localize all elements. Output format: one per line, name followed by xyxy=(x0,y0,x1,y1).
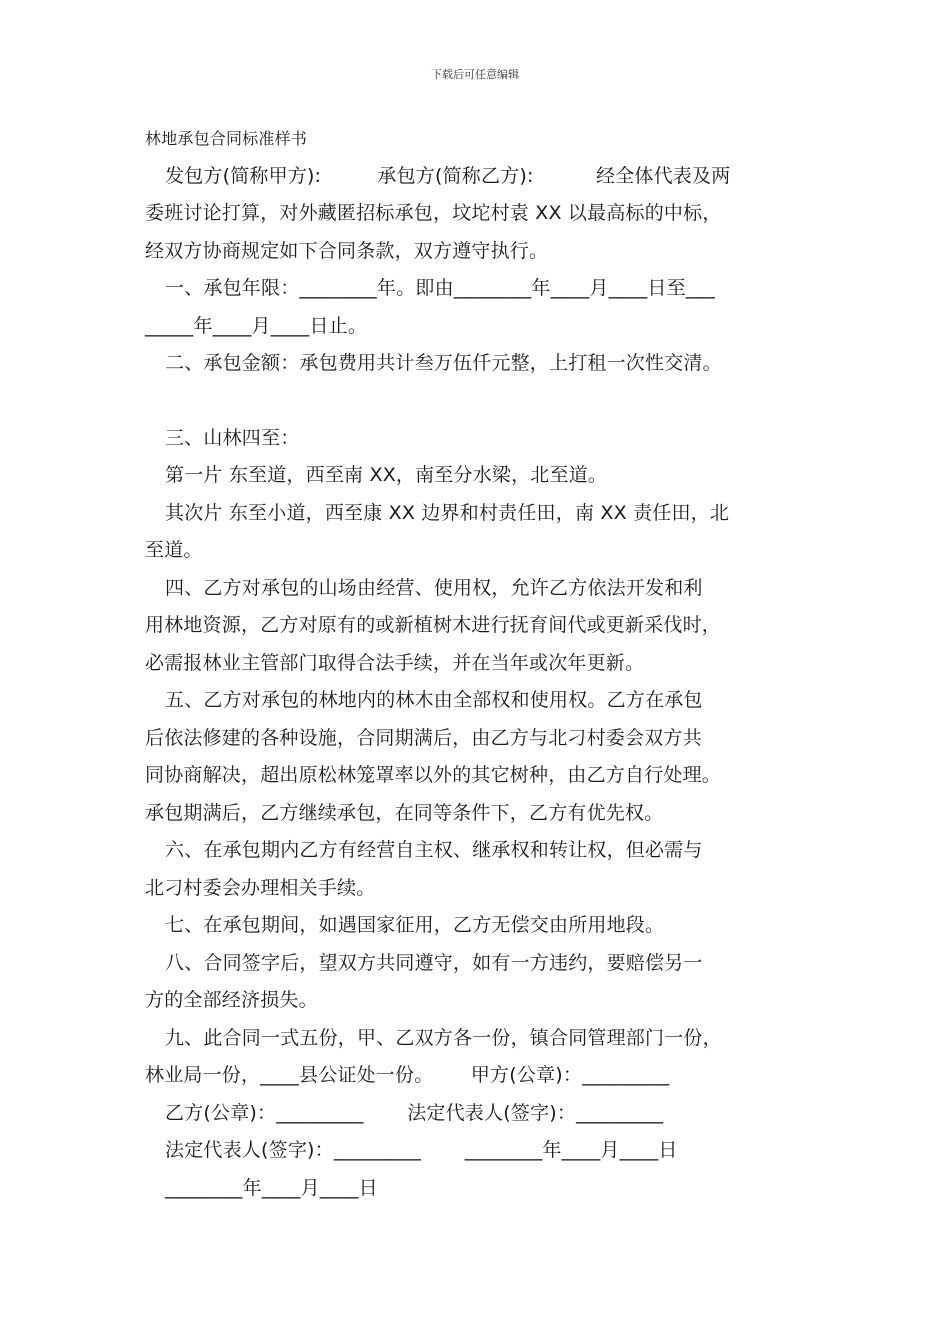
clause-1-line: 一、承包年限：________年。即由________年____月____日至___ xyxy=(165,277,715,299)
clause-5-line: 五、乙方对承包的林地内的林木由全部权和使用权。乙方在承包 xyxy=(165,689,703,711)
document-title: 林地承包合同标准样书 xyxy=(145,129,308,148)
blank-line xyxy=(145,383,835,420)
paragraph-line: 委班讨论打算，对外藏匿招标承包，坟坨村袁 XX 以最高标的中标， xyxy=(145,202,722,224)
contract-body xyxy=(145,120,835,1207)
clause-3-line: 至道。 xyxy=(145,539,203,561)
clause-2-line: 二、承包金额：承包费用共计叁万伍仟元整，上打租一次性交清。 xyxy=(165,352,722,374)
clause-3-line: 第一片 东至道，西至南 XX，南至分水梁，北至道。 xyxy=(165,464,608,486)
clause-4-line: 用林地资源，乙方对原有的或新植树木进行抚育间代或更新采伐时， xyxy=(145,614,722,636)
clause-9-line: 林业局一份，____县公证处一份。 甲方(公章)：_________ xyxy=(145,1064,670,1086)
clause-1-line: _____年____月____日止。 xyxy=(145,314,368,337)
signature-line: 法定代表人(签字)：_________ ________年____月____日 xyxy=(165,1139,678,1161)
clause-8-line: 方的全部经济损失。 xyxy=(145,989,318,1011)
paragraph-line: 发包方(简称甲方): 承包方(简称乙方): 经全体代表及两 xyxy=(165,164,731,187)
signature-line: 乙方(公章)：_________ 法定代表人(签字)：_________ xyxy=(165,1101,664,1124)
clause-5-line: 后依法修建的各种设施，合同期满后，由乙方与北刁村委会双方共 xyxy=(145,726,702,749)
clause-3-line: 其次片 东至小道，西至康 XX 边界和村责任田，南 XX 责任田，北 xyxy=(165,501,730,524)
clause-9-line: 九、此合同一式五份，甲、乙双方各一份，镇合同管理部门一份， xyxy=(165,1026,722,1049)
header-note: 下载后可任意编辑 xyxy=(431,68,519,81)
clause-3-heading: 三、山林四至： xyxy=(165,426,300,449)
date-line: ________年____月____日 xyxy=(165,1176,378,1199)
clause-7-line: 七、在承包期间，如遇国家征用，乙方无偿交由所用地段。 xyxy=(165,914,665,936)
clause-5-line: 同协商解决，超出原松林笼罩率以外的其它树种，由乙方自行处理。 xyxy=(145,764,722,786)
clause-8-line: 八、合同签字后，望双方共同遵守，如有一方违约，要赔偿另一 xyxy=(165,951,703,974)
paragraph-line: 经双方协商规定如下合同条款，双方遵守执行。 xyxy=(145,239,549,262)
clause-6-line: 六、在承包期内乙方有经营自主权、继承权和转让权，但必需与 xyxy=(165,839,703,861)
clause-6-line: 北刁村委会办理相关手续。 xyxy=(145,876,376,899)
clause-4-line: 必需报林业主管部门取得合法手续，并在当年或次年更新。 xyxy=(145,651,645,674)
clause-4-line: 四、乙方对承包的山场由经营、使用权，允许乙方依法开发和利 xyxy=(165,576,703,599)
clause-5-line: 承包期满后，乙方继续承包，在同等条件下，乙方有优先权。 xyxy=(145,801,664,824)
